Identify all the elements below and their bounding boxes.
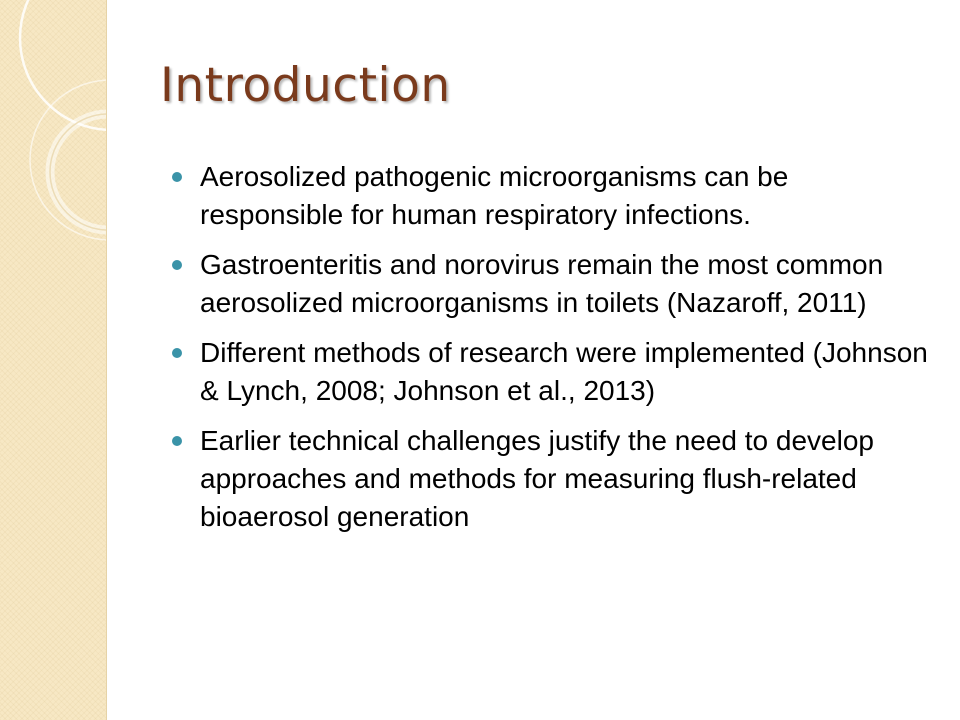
- slide-title: Introduction: [160, 58, 451, 113]
- bullet-marker-icon: [172, 348, 182, 358]
- bullet-text: Aerosolized pathogenic microorganisms can be responsible for human respiratory infections.: [200, 161, 789, 230]
- bullet-marker-icon: [172, 260, 182, 270]
- bullet-marker-icon: [172, 172, 182, 182]
- bullet-marker-icon: [172, 436, 182, 446]
- bullet-list: [172, 158, 932, 548]
- bullet-text: Different methods of research were implemented (Johnson & Lynch, 2008; Johnson et al., 2013): [200, 337, 928, 406]
- bullet-item: [172, 422, 932, 536]
- bullet-text: Earlier technical challenges justify the need to develop approaches and methods for measuring flush-related bioaerosol generation: [200, 425, 874, 532]
- decorative-circles: [0, 0, 106, 720]
- bullet-text: Gastroenteritis and norovirus remain the most common aerosolized microorganisms in toilets (Nazaroff, 2011): [200, 249, 884, 318]
- bullet-item: [172, 246, 932, 322]
- bullet-item: [172, 158, 932, 234]
- bullet-item: [172, 334, 932, 410]
